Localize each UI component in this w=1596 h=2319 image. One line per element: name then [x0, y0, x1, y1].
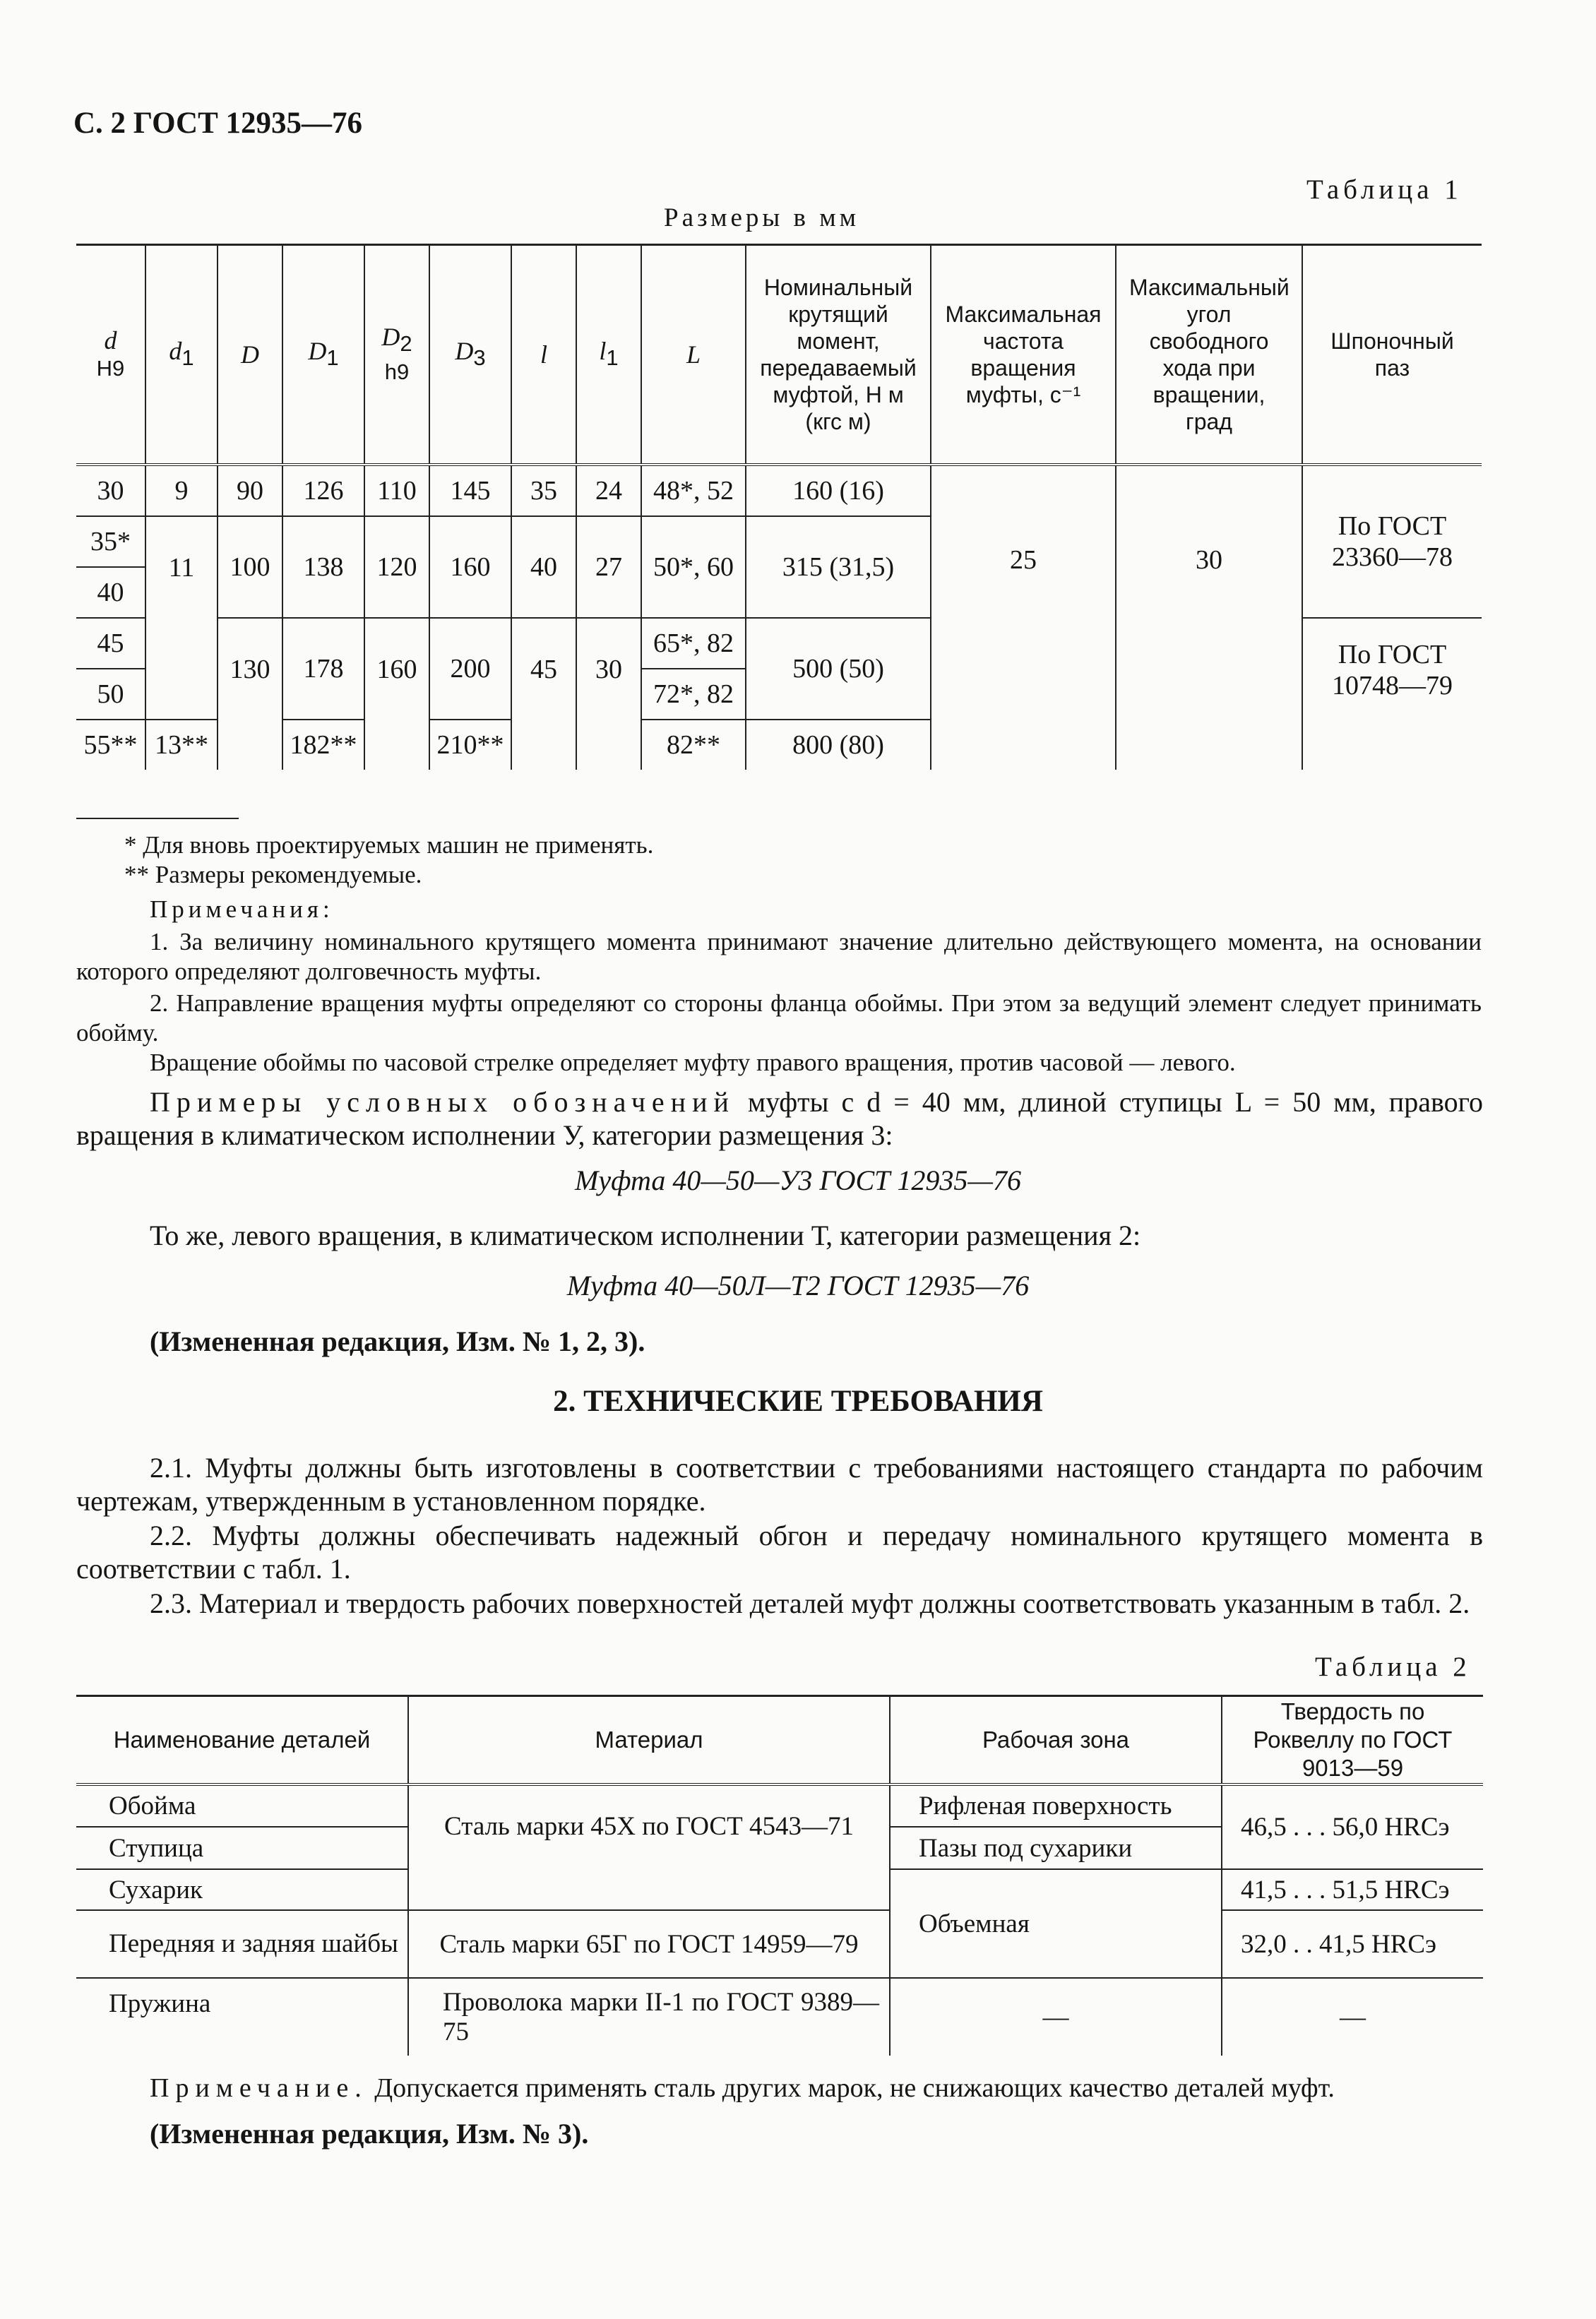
t2-col-hardness: Твердость по Роквеллу по ГОСТ 9013—59 [1222, 1696, 1483, 1785]
cell-D1: 126 [282, 465, 364, 516]
cell-d: 45 [76, 618, 145, 669]
cell-l1: 24 [576, 465, 641, 516]
col-L: L [641, 245, 746, 465]
cell-D: 90 [218, 465, 282, 516]
t2-part: Пружина [76, 1978, 408, 2056]
t2-part: Передняя и задняя шайбы [76, 1910, 408, 1978]
t2-zone: Объемная [890, 1869, 1222, 1978]
cell-l: 45 [511, 618, 576, 720]
cell-D2: 110 [364, 465, 429, 516]
t2-hardness: 46,5 . . . 56,0 HRCэ [1222, 1784, 1483, 1869]
t2-part: Обойма [76, 1784, 408, 1827]
paragraph-2-3: 2.3. Материал и твердость рабочих поверхностей деталей муфт должны соответствовать указанным в табл. 2. [150, 1587, 1470, 1619]
table1-units: Размеры в мм [664, 203, 860, 232]
change-note-2: (Измененная редакция, Изм. № 3). [150, 2118, 589, 2150]
cell-D3: 200 [429, 618, 511, 720]
col-D3: $D_3$ [429, 245, 511, 465]
examples-text-2: То же, левого вращения, в климатическом исполнении Т, категории размещения 2: [150, 1220, 1141, 1251]
paragraph-2-1: 2.1. Муфты должны быть изготовлены в соответствии с требованиями настоящего стандарта по рабочим чертежам, утвержденным в установленном порядке. [76, 1452, 1483, 1517]
cell-torque: 160 (16) [746, 465, 931, 516]
section2-title: 2. ТЕХНИЧЕСКИЕ ТРЕБОВАНИЯ [553, 1385, 1043, 1418]
t2-material: Сталь марки 65Г по ГОСТ 14959—79 [408, 1910, 890, 1978]
col-D: D [218, 245, 282, 465]
cell-l1: 27 [576, 516, 641, 618]
note-3: Вращение обоймы по часовой стрелке определяет муфту правого вращения, против часовой — левого. [150, 1049, 1236, 1076]
note-2: 2. Направление вращения муфты определяют со стороны фланца обоймы. При этом за ведущий элемент следует принимать обойму. [76, 989, 1482, 1047]
col-l: l [511, 245, 576, 465]
example-designation-1: Муфта 40—50—У3 ГОСТ 12935—76 [575, 1164, 1021, 1196]
table2-note [150, 2072, 1335, 2105]
table2-caption: Таблица 2 [1315, 1652, 1471, 1682]
cell-l: 40 [511, 516, 576, 618]
table2-header-row [76, 1696, 1483, 1785]
cell-l1: 30 [576, 618, 641, 720]
paragraph-2-2: 2.2. Муфты должны обеспечивать надежный обгон и передачу номинального крутящего момента в соответствии с табл. 1. [76, 1520, 1483, 1585]
t2-col-zone: Рабочая зона [890, 1696, 1222, 1785]
table2-note-title: Примечание. [150, 2073, 368, 2103]
cell-d1: 9 [145, 465, 218, 516]
cell-torque: 500 (50) [746, 618, 931, 720]
t2-material: Проволока марки II-1 по ГОСТ 9389—75 [408, 1978, 890, 2056]
cell-angle: 30 [1116, 465, 1302, 770]
table-row [76, 1978, 1483, 2056]
cell-d: 55** [76, 720, 145, 770]
t2-zone: — [890, 1978, 1222, 2056]
example-designation-2: Муфта 40—50Л—Т2 ГОСТ 12935—76 [566, 1270, 1030, 1301]
examples-lead: Примеры условных обозначений [150, 1086, 735, 1118]
t2-col-material: Материал [408, 1696, 890, 1785]
col-freq: Максимальная частота вращения муфты, с⁻¹ [931, 245, 1116, 465]
cell-D3: 145 [429, 465, 511, 516]
t2-hardness: — [1222, 1978, 1483, 2056]
cell-key-a: По ГОСТ 23360—78 [1302, 465, 1482, 618]
table-row [76, 1784, 1483, 1827]
cell-L: 65*, 82 [641, 618, 746, 669]
t2-col-part: Наименование деталей [76, 1696, 408, 1785]
t2-material: Сталь марки 45Х по ГОСТ 4543—71 [408, 1784, 890, 1910]
col-key: Шпоночный паз [1302, 245, 1482, 465]
t2-hardness: 32,0 . . 41,5 HRCэ [1222, 1910, 1483, 1978]
cell-key-b: По ГОСТ 10748—79 [1302, 618, 1482, 770]
table1-header-row [76, 245, 1482, 465]
note-1: 1. За величину номинального крутящего момента принимают значение длительно действующего момента, на основании которого определяют долговечность муфты. [76, 928, 1482, 985]
cell-D1: 178 [282, 618, 364, 720]
footnote-2: ** Размеры рекомендуемые. [124, 861, 422, 888]
cell-l: 35 [511, 465, 576, 516]
cell-D2: 160 [364, 618, 429, 720]
cell-D-empty [218, 720, 282, 770]
cell-d: 35* [76, 516, 145, 567]
t2-part: Сухарик [76, 1869, 408, 1910]
cell-L: 50*, 60 [641, 516, 746, 618]
cell-d: 50 [76, 669, 145, 720]
cell-l1-empty [576, 720, 641, 770]
cell-l-empty [511, 720, 576, 770]
table-row [76, 465, 1482, 516]
cell-D: 130 [218, 618, 282, 720]
cell-L: 48*, 52 [641, 465, 746, 516]
t2-zone: Рифленая поверхность [890, 1784, 1222, 1827]
cell-d1-empty [145, 618, 218, 720]
col-D1: $D_1$ [282, 245, 364, 465]
cell-L: 82** [641, 720, 746, 770]
table2 [76, 1695, 1483, 2056]
col-angle: Максимальный угол свободного хода при вращении, град [1116, 245, 1302, 465]
footnote-rule [76, 818, 239, 819]
cell-D1: 138 [282, 516, 364, 618]
cell-D2-empty [364, 720, 429, 770]
cell-D2: 120 [364, 516, 429, 618]
examples-text: муфты с d = 40 мм, длиной ступицы L = 50 мм, правого вращения в климатическом исполнении У, категории размещения 3: [76, 1086, 1483, 1151]
notes-title: Примечания: [150, 895, 334, 923]
col-torque: Номинальный крутящий момент, передаваемый муфтой, Н м (кгс м) [746, 245, 931, 465]
cell-D: 100 [218, 516, 282, 618]
table1-caption: Таблица 1 [1306, 174, 1463, 205]
cell-d1: 11 [145, 516, 218, 618]
cell-freq: 25 [931, 465, 1116, 770]
t2-hardness: 41,5 . . . 51,5 HRCэ [1222, 1869, 1483, 1910]
table2-note-text: Допускается применять сталь других марок, не снижающих качество деталей муфт. [367, 2073, 1335, 2103]
cell-torque: 315 (31,5) [746, 516, 931, 618]
table1 [76, 244, 1482, 770]
page-header: С. 2 ГОСТ 12935—76 [73, 107, 363, 140]
change-note-1: (Измененная редакция, Изм. № 1, 2, 3). [150, 1325, 645, 1357]
cell-D3: 210** [429, 720, 511, 770]
cell-L: 72*, 82 [641, 669, 746, 720]
t2-part: Ступица [76, 1827, 408, 1869]
cell-D1: 182** [282, 720, 364, 770]
col-D2: $D_2$ h9 [364, 245, 429, 465]
cell-D3: 160 [429, 516, 511, 618]
col-l1: $l_1$ [576, 245, 641, 465]
cell-d: 40 [76, 567, 145, 618]
examples-paragraph [76, 1085, 1483, 1152]
cell-d1: 13** [145, 720, 218, 770]
col-d: d H9 [76, 245, 145, 465]
footnote-1: * Для вновь проектируемых машин не применять. [124, 831, 654, 859]
cell-torque: 800 (80) [746, 720, 931, 770]
col-d1: $d_1$ [145, 245, 218, 465]
table-row [76, 1910, 1483, 1978]
cell-d: 30 [76, 465, 145, 516]
t2-zone: Пазы под сухарики [890, 1827, 1222, 1869]
